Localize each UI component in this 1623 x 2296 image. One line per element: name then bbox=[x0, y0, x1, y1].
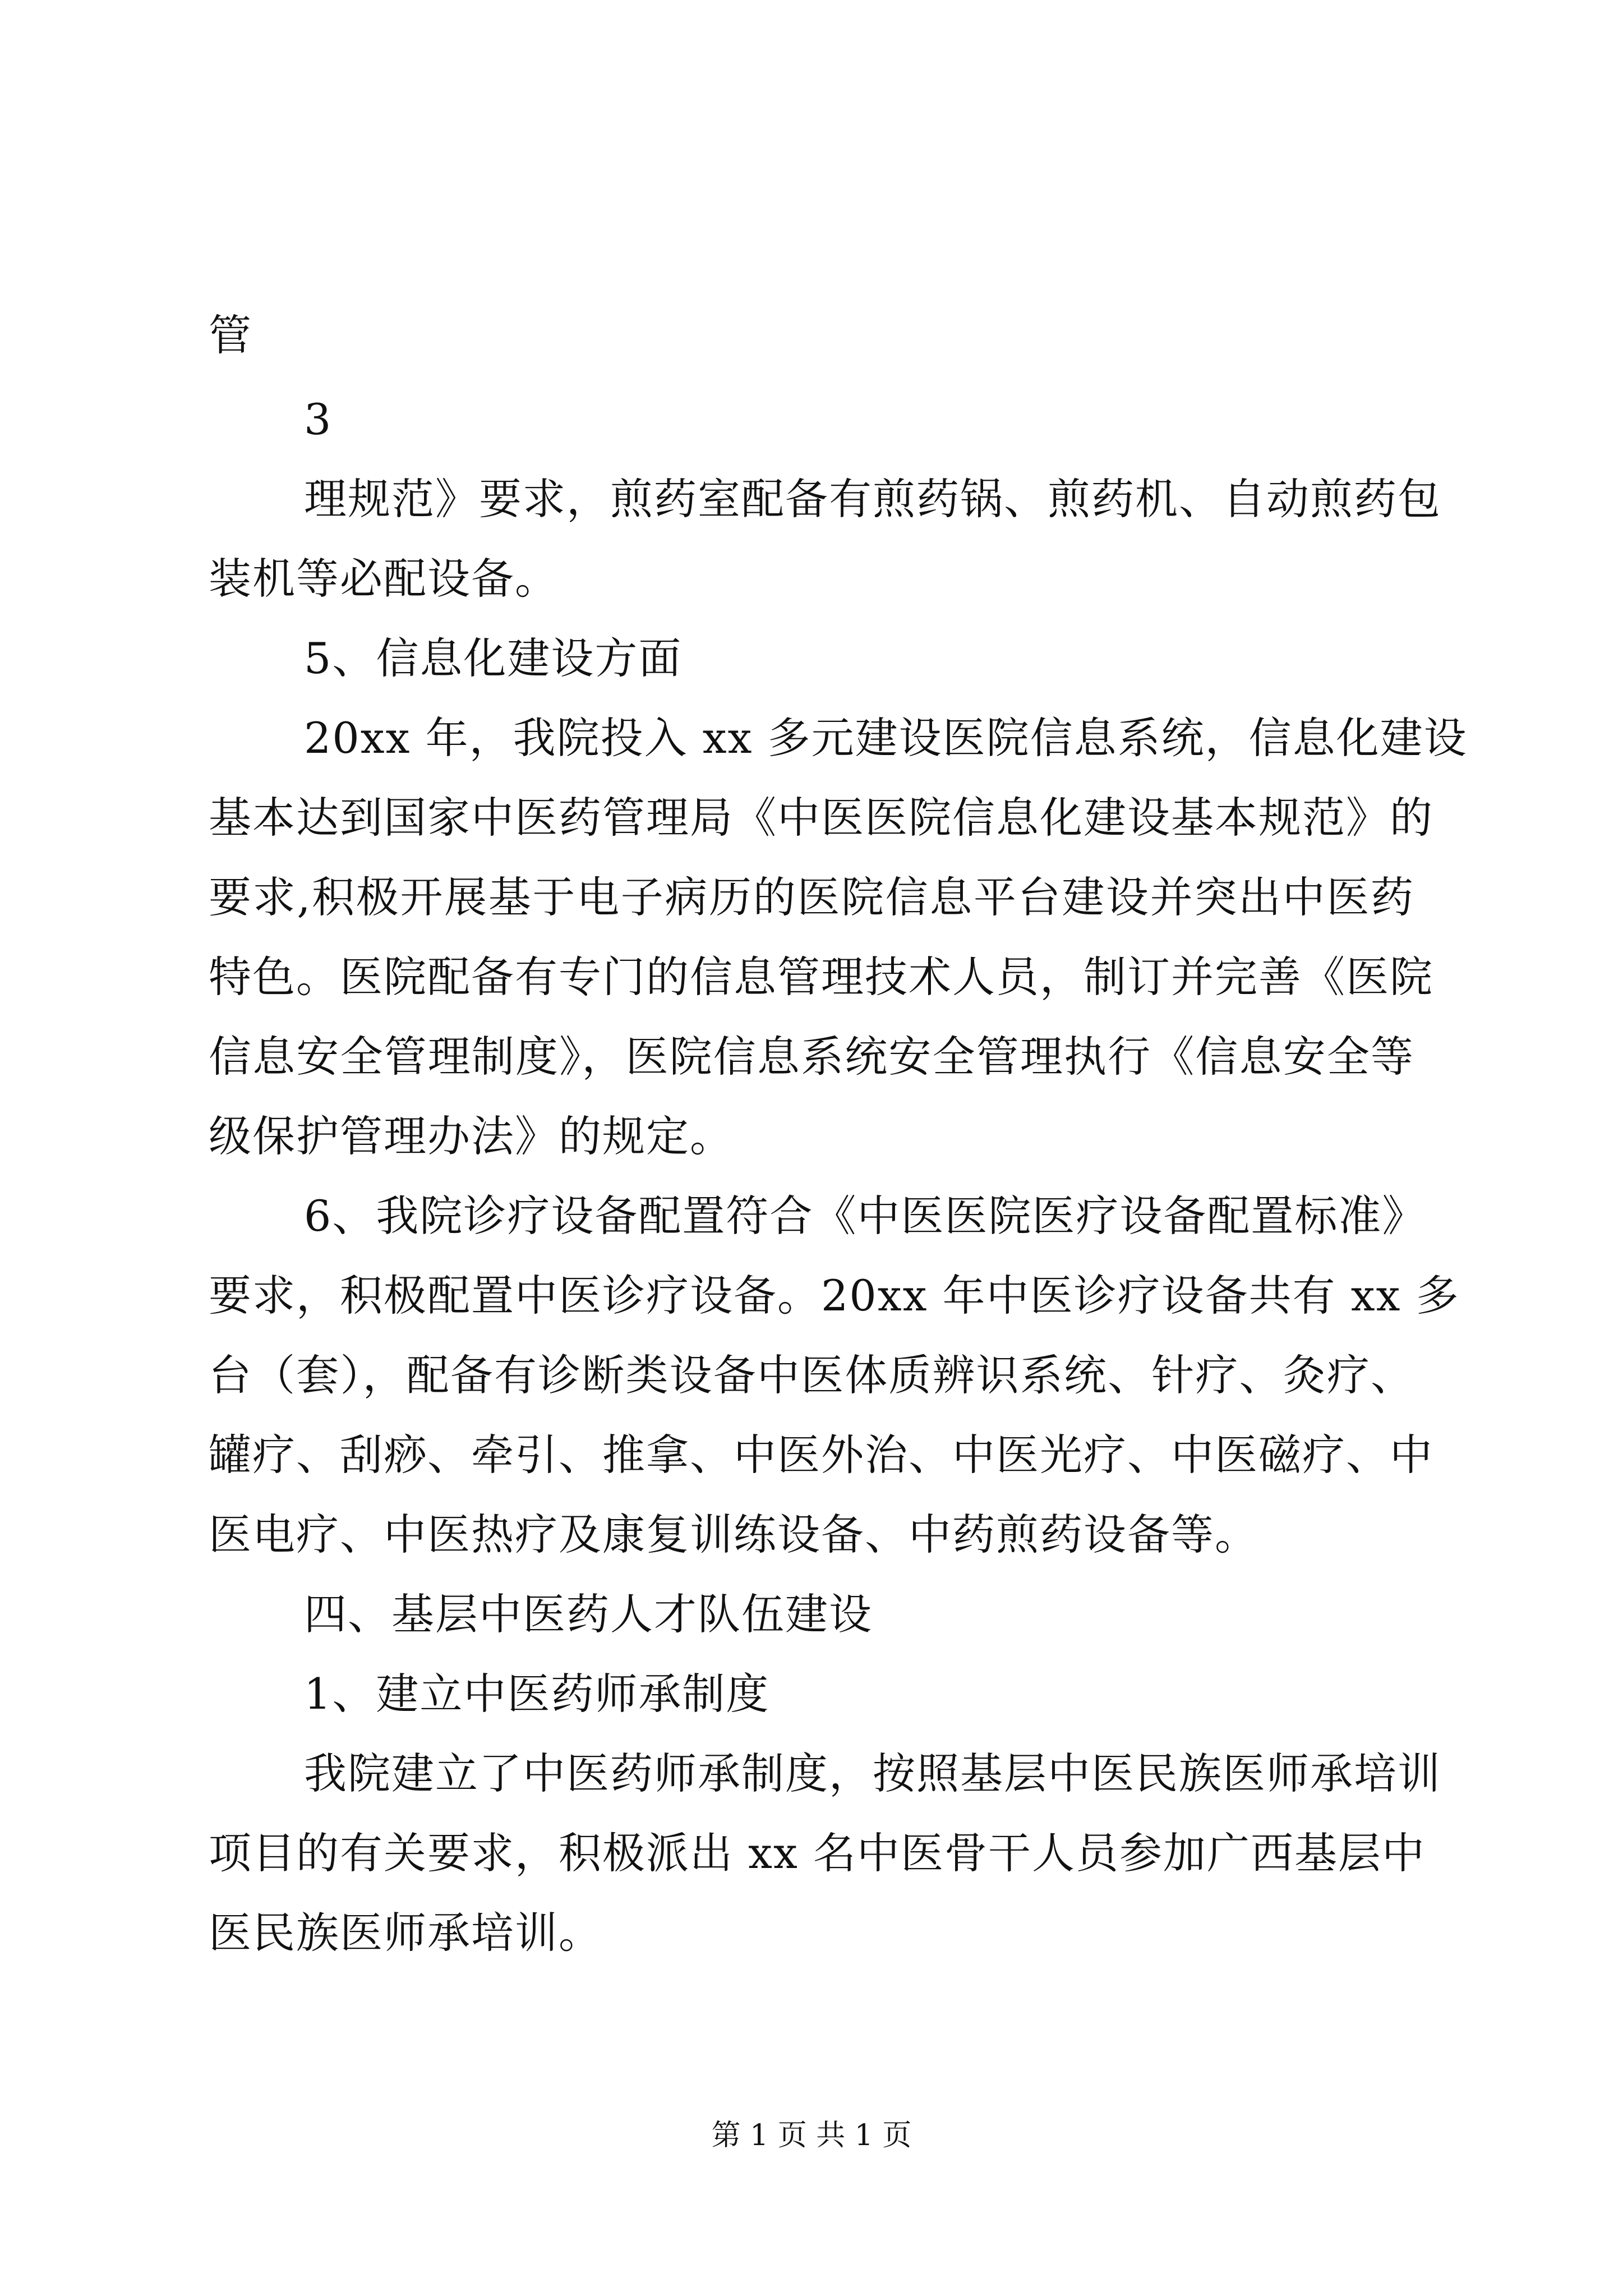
text-line: 基本达到国家中医药管理局《中医医院信息化建设基本规范》的 bbox=[209, 793, 1433, 843]
text-line: 罐疗、刮痧、牵引、推拿、中医外治、中医光疗、中医磁疗、中 bbox=[209, 1430, 1433, 1480]
text-line: 6、我院诊疗设备配置符合《中医医院医疗设备配置标准》 bbox=[304, 1191, 1426, 1241]
text-line: 理规范》要求，煎药室配备有煎药锅、煎药机、自动煎药包 bbox=[304, 474, 1441, 524]
text-line: 装机等必配设备。 bbox=[209, 554, 559, 604]
subsection-heading: 1、建立中医药师承制度 bbox=[304, 1669, 770, 1719]
text-line: 20xx 年，我院投入 xx 多元建设医院信息系统，信息化建设 bbox=[304, 713, 1468, 763]
text-line: 级保护管理办法》的规定。 bbox=[209, 1111, 734, 1161]
section-heading: 四、基层中医药人才队伍建设 bbox=[304, 1589, 873, 1639]
text-line: 要求，积极配置中医诊疗设备。20xx 年中医诊疗设备共有 xx 多 bbox=[209, 1271, 1460, 1320]
text-line: 要求,积极开展基于电子病历的医院信息平台建设并突出中医药 bbox=[209, 872, 1414, 922]
page-number-label: 第 1 页 共 1 页 bbox=[711, 2119, 912, 2152]
page-number-marker: 3 bbox=[304, 394, 333, 444]
section-heading: 5、信息化建设方面 bbox=[304, 633, 683, 683]
text-line: 项目的有关要求，积极派出 xx 名中医骨干人员参加广西基层中 bbox=[209, 1828, 1426, 1878]
text-line: 医电疗、中医热疗及康复训练设备、中药煎药设备等。 bbox=[209, 1510, 1258, 1559]
text-line: 我院建立了中医药师承制度，按照基层中医民族医师承培训 bbox=[304, 1749, 1441, 1798]
text-line: 管 bbox=[209, 310, 252, 360]
text-line: 医民族医师承培训。 bbox=[209, 1908, 602, 1958]
text-line: 信息安全管理制度》，医院信息系统安全管理执行《信息安全等 bbox=[209, 1032, 1414, 1082]
text-line: 特色。医院配备有专门的信息管理技术人员，制订并完善《医院 bbox=[209, 952, 1433, 1002]
text-line: 台（套），配备有诊断类设备中医体质辨识系统、针疗、灸疗、 bbox=[209, 1350, 1414, 1400]
page-footer bbox=[0, 2116, 1623, 2155]
